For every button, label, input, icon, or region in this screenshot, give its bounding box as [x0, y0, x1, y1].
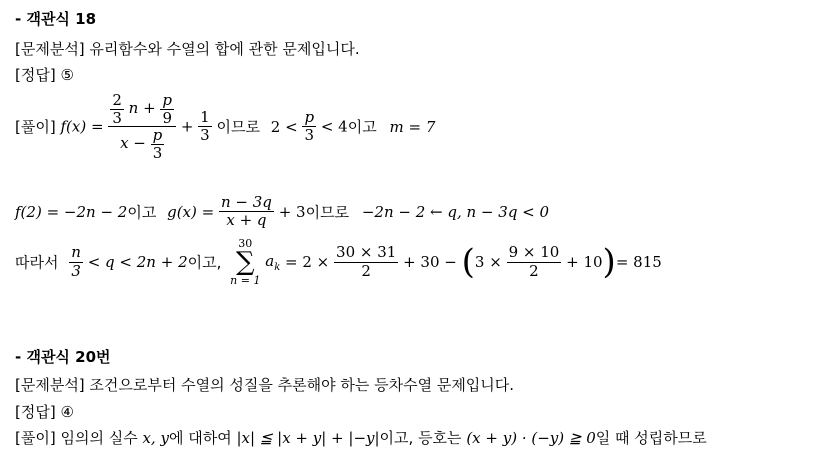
- cond-lt4: < 4: [320, 117, 348, 136]
- line2-tail: −2n − 2 ← q, n − 3q < 0: [361, 202, 550, 221]
- plus30: + 30 −: [403, 253, 457, 271]
- f-inner-den-b: 9: [162, 108, 172, 127]
- sum-bottom: n = 1: [230, 274, 261, 287]
- f-inner-num-b: p: [162, 91, 173, 109]
- section18-solution-line3: [15, 238, 662, 286]
- frac1-den: 2: [361, 261, 371, 280]
- f-inner-n-plus: n +: [128, 99, 156, 117]
- f-den-p: p: [152, 126, 163, 144]
- section18-heading: - 객관식 18: [15, 10, 97, 28]
- f-lhs: f(x) =: [60, 117, 104, 136]
- section20-text3: 이고, 등호는: [379, 429, 462, 447]
- f-inner-den-a: 3: [112, 108, 122, 127]
- plus10: + 10: [566, 253, 603, 271]
- solution-label: [풀이]: [15, 118, 56, 136]
- line3-3: 3: [71, 261, 81, 280]
- sum-top: 30: [238, 237, 253, 250]
- section20-text1: 임의의 실수: [60, 429, 138, 447]
- g-lhs: g(x) =: [167, 202, 215, 221]
- f-plus: +: [180, 117, 194, 136]
- sum-symbol: ∑: [236, 247, 255, 277]
- section20-answer: [정답] ④: [15, 403, 74, 421]
- section20-text4: 일 때 성립하므로: [595, 429, 707, 447]
- cond-p: p: [304, 107, 315, 126]
- section20-xy: x, y: [142, 429, 169, 447]
- line2-imeuro: 이므로: [305, 203, 350, 222]
- section20-product: (x + y) · (−y) ≧ 0: [466, 429, 596, 447]
- left-paren: (: [461, 242, 475, 282]
- line2-igo: 이고: [127, 203, 157, 222]
- cond-3: 3: [304, 126, 315, 144]
- section20-inequality: |x| ≦ |x + y| + |−y|: [236, 429, 380, 447]
- frac2-num: 9 × 10: [508, 243, 560, 262]
- section20-solution-label: [풀이]: [15, 429, 56, 447]
- line3-igo: 이고,: [187, 253, 222, 272]
- m-equation: m = 7: [389, 117, 436, 136]
- frac1-num: 30 × 31: [336, 243, 397, 262]
- section18-answer: [정답] ⑤: [15, 66, 74, 84]
- section20-solution: [15, 427, 707, 448]
- f-plus-den: 3: [200, 126, 210, 144]
- sum-a: a: [265, 251, 275, 270]
- korean-igo: 이고: [347, 118, 377, 136]
- cond-2lt: 2 <: [270, 117, 298, 136]
- sum-k: k: [274, 261, 281, 273]
- f-den-x-minus: x −: [120, 134, 146, 152]
- section20-heading: - 객관식 20번: [15, 348, 111, 366]
- summation: [230, 238, 260, 286]
- line3-ttaraseo: 따라서: [15, 253, 59, 272]
- g-plus3: + 3: [278, 202, 306, 221]
- inner-3x: 3 ×: [474, 253, 502, 271]
- f-main-fraction: [108, 92, 176, 161]
- korean-imeuro: 이므로: [216, 118, 260, 136]
- result: = 815: [615, 253, 662, 271]
- g-num: n − 3q: [220, 193, 272, 211]
- section20-text2: 에 대하여: [168, 429, 232, 447]
- f-den-3: 3: [152, 143, 163, 162]
- f-plus-num: 1: [200, 107, 210, 126]
- line3-inequality: < q < 2n + 2: [87, 253, 188, 271]
- section20-analysis: [문제분석] 조건으로부터 수열의 성질을 추론해야 하는 등차수열 문제입니다.: [15, 376, 515, 394]
- g-den: x + q: [226, 211, 267, 230]
- section18-solution-line2: [15, 194, 549, 230]
- right-paren: ): [602, 242, 616, 282]
- line3-n: n: [71, 243, 81, 262]
- eq-2x: = 2 ×: [285, 253, 330, 271]
- frac2-den: 2: [529, 261, 539, 280]
- section18-solution-line1: [15, 92, 435, 161]
- f-inner-num-a: 2: [112, 91, 122, 109]
- f2-equation: f(2) = −2n − 2: [15, 202, 128, 221]
- section18-analysis: [문제분석] 유리함수와 수열의 합에 관한 문제입니다.: [15, 40, 360, 58]
